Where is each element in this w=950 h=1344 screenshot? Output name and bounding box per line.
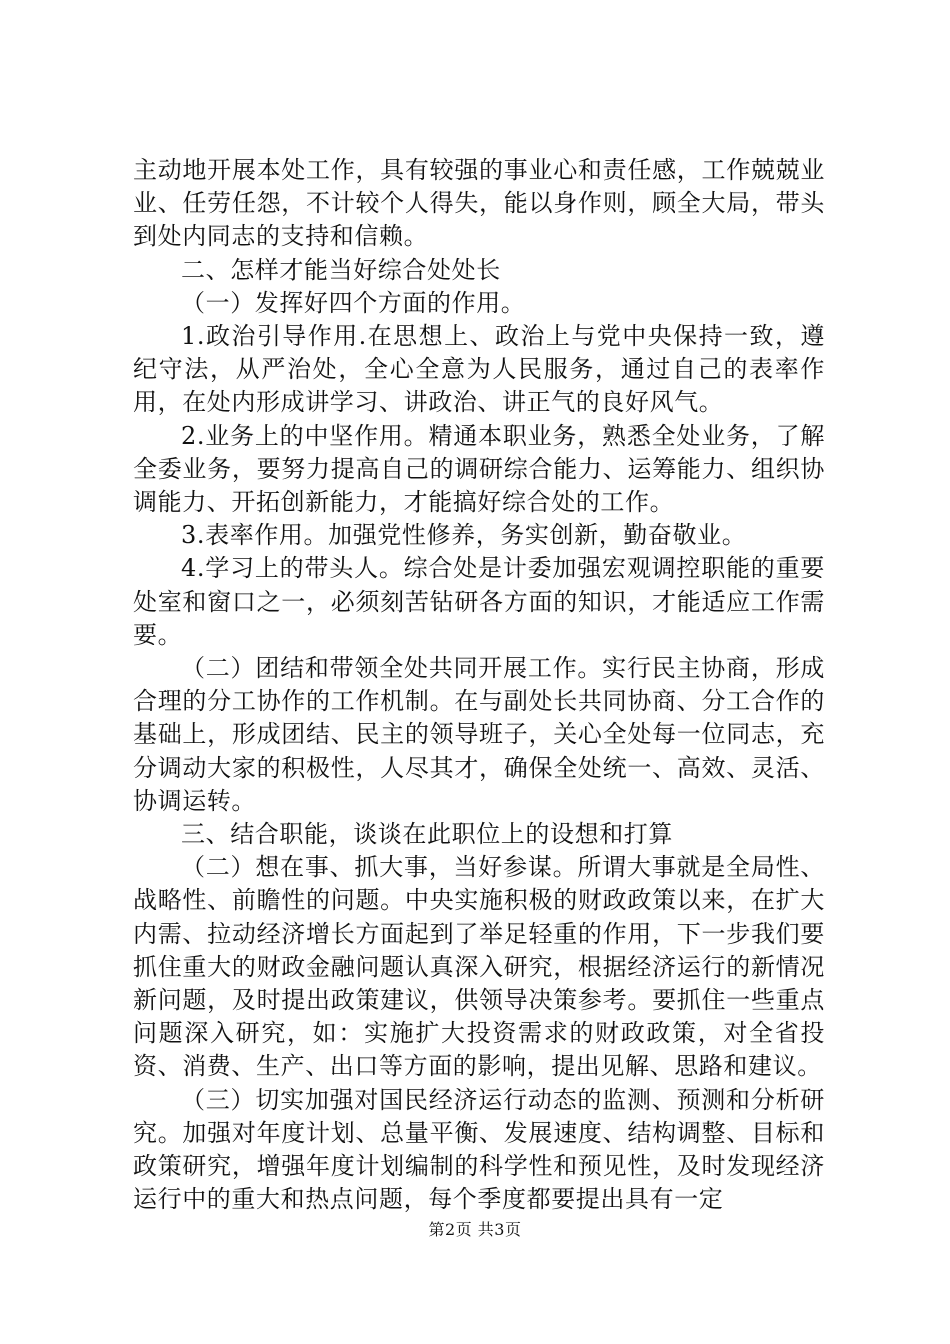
paragraph: 1.政治引导作用.在思想上、政治上与党中央保持一致，遵纪守法，从严治处，全心全意为人民服务，通过自己的表率作用，在处内形成讲学习、讲政治、讲正气的良好风气。 — [133, 322, 825, 417]
paragraph: 3.表率作用。加强党性修养，务实创新，勤奋敬业。 — [181, 521, 747, 550]
paragraph: 主动地开展本处工作，具有较强的事业心和责任感，工作兢兢业业、任劳任怨，不计较个人得失，能以身作则，顾全大局，带头到处内同志的支持和信赖。 — [133, 156, 825, 251]
paragraph: （三）切实加强对国民经济运行动态的监测、预测和分析研究。加强对年度计划、总量平衡、发展速度、结构调整、目标和政策研究，增强年度计划编制的科学性和预见性，及时发现经济运行中的重大和热点问题，每个季度都要提出具有一定 — [133, 1085, 825, 1214]
section-heading: 三、结合职能，谈谈在此职位上的设想和打算 — [181, 820, 673, 849]
paragraph: （二）团结和带领全处共同开展工作。实行民主协商，形成合理的分工协作的工作机制。在与副处长共同协商、分工合作的基础上，形成团结、民主的领导班子，关心全处每一位同志，充分调动大家的积极性，人尽其才，确保全处统一、高效、灵活、协调运转。 — [133, 654, 825, 815]
document-body — [133, 154, 825, 1217]
section-heading: 二、怎样才能当好综合处处长 — [181, 255, 501, 284]
page-footer — [0, 1217, 950, 1240]
subsection-heading: （一）发挥好四个方面的作用。 — [181, 288, 526, 317]
paragraph: 2.业务上的中坚作用。精通本职业务，熟悉全处业务，了解全委业务，要努力提高自己的调研综合能力、运筹能力、组织协调能力、开拓创新能力，才能搞好综合处的工作。 — [133, 421, 825, 517]
paragraph: 4.学习上的带头人。综合处是计委加强宏观调控职能的重要处室和窗口之一，必须刻苦钻研各方面的知识，才能适应工作需要。 — [133, 554, 825, 649]
paragraph: （二）想在事、抓大事，当好参谋。所谓大事就是全局性、战略性、前瞻性的问题。中央实施积极的财政政策以来，在扩大内需、拉动经济增长方面起到了举足轻重的作用，下一步我们要抓住重大的财政金融问题认真深入研究，根据经济运行的新情况新问题，及时提出政策建议，供领导决策参考。要抓住一些重点问题深入研究，如：实施扩大投资需求的财政政策，对全省投资、消费、生产、出口等方面的影响，提出见解、思路和建议。 — [133, 853, 825, 1081]
page-number: 第2页 共3页 — [428, 1220, 522, 1239]
